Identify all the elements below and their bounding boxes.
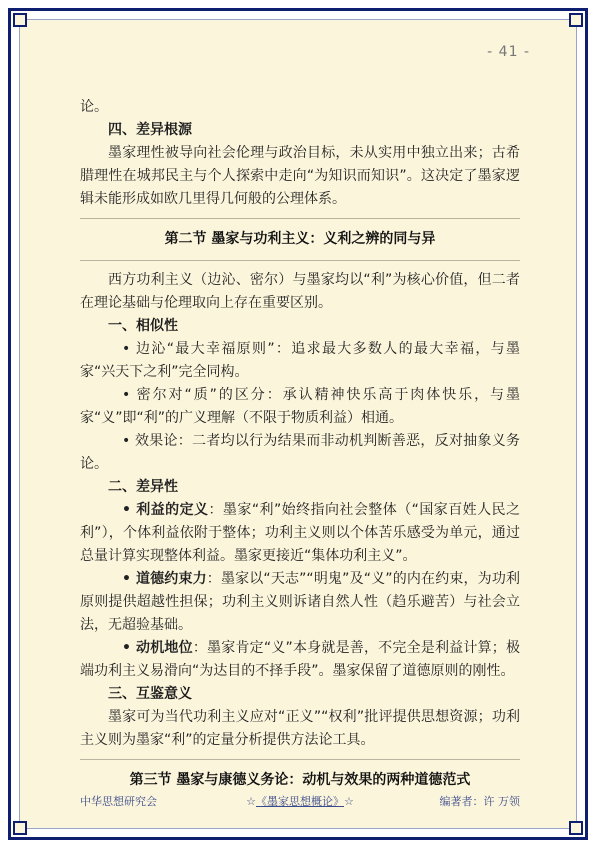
bullet-benefit-definition — [80, 499, 520, 568]
star-icon: ☆ — [344, 795, 354, 808]
heading-similarity: 一、相似性 — [108, 318, 178, 334]
star-icon: ☆ — [246, 795, 256, 808]
heading-mutual-learning: 三、互鉴意义 — [108, 686, 192, 702]
bullet-motive-status — [80, 637, 520, 683]
bullet-consequentialism: • 效果论：二者均以行为结果而非动机判断善恶，反对抽象义务论。 — [80, 433, 520, 472]
corner-ornament — [13, 821, 27, 835]
bullet-label: • 道德约束力 — [122, 571, 207, 587]
corner-ornament — [569, 821, 583, 835]
footer-author: 编著者：许 万领 — [439, 795, 520, 808]
page-number: - 41 - — [487, 44, 530, 60]
heading-difference-roots: 四、差异根源 — [108, 122, 192, 138]
continued-text: 论。 — [80, 99, 108, 115]
bullet-mill: • 密尔对“质”的区分：承认精神快乐高于肉体快乐，与墨家“义”即“利”的广义理解（不限于物质利益）相通。 — [80, 387, 520, 426]
heading-difference: 二、差异性 — [108, 479, 178, 495]
bullet-bentham: • 边沁“最大幸福原则”：追求最大多数人的最大幸福，与墨家“兴天下之利”完全同构。 — [80, 341, 520, 380]
paragraph-intro: 西方功利主义（边沁、密尔）与墨家均以“利”为核心价值，但二者在理论基础与伦理取向上存在重要区别。 — [80, 272, 520, 311]
section-title-2: 第二节 墨家与功利主义：义利之辨的同与异 — [164, 231, 436, 247]
page-content — [80, 96, 520, 792]
paragraph-mutual-learning: 墨家可为当代功利主义应对“正义”“权利”批评提供思想资源；功利主义则为墨家“利”的定量分析提供方法论工具。 — [80, 709, 520, 748]
section-title-3: 第三节 墨家与康德义务论：动机与效果的两种道德范式 — [129, 772, 471, 788]
paragraph-difference-roots: 墨家理性被导向社会伦理与政治目标，未从实用中独立出来；古希腊理性在城邦民主与个人探索中走向“为知识而知识”。这决定了墨家逻辑未能形成如欧几里得几何般的公理体系。 — [80, 145, 520, 207]
footer-organization: 中华思想研究会 — [80, 795, 157, 808]
bullet-moral-constraint — [80, 568, 520, 637]
bullet-text: ：墨家肯定“义”本身就是善，不完全是利益计算；极端功利主义易滑向“为达目的不择手段”。墨家保留了道德原则的刚性。 — [80, 640, 520, 679]
bullet-label: • 利益的定义 — [122, 502, 209, 518]
bullet-text: ：墨家以“天志”“明鬼”及“义”的内在约束，为功利原则提供超越性担保；功利主义则诉诸自然人性（趋乐避苦）与社会立法，无超验基础。 — [80, 571, 520, 633]
footer-title-link[interactable]: 《墨家思想概论》 — [256, 795, 344, 808]
corner-ornament — [13, 13, 27, 27]
bullet-label: • 动机地位 — [122, 640, 193, 656]
corner-ornament — [569, 13, 583, 27]
bullet-text: ：墨家“利”始终指向社会整体（“国家百姓人民之利”），个体利益依附于整体；功利主义则以个体苦乐感受为单元，通过总量计算实现整体利益。墨家更接近“集体功利主义”。 — [80, 502, 520, 564]
